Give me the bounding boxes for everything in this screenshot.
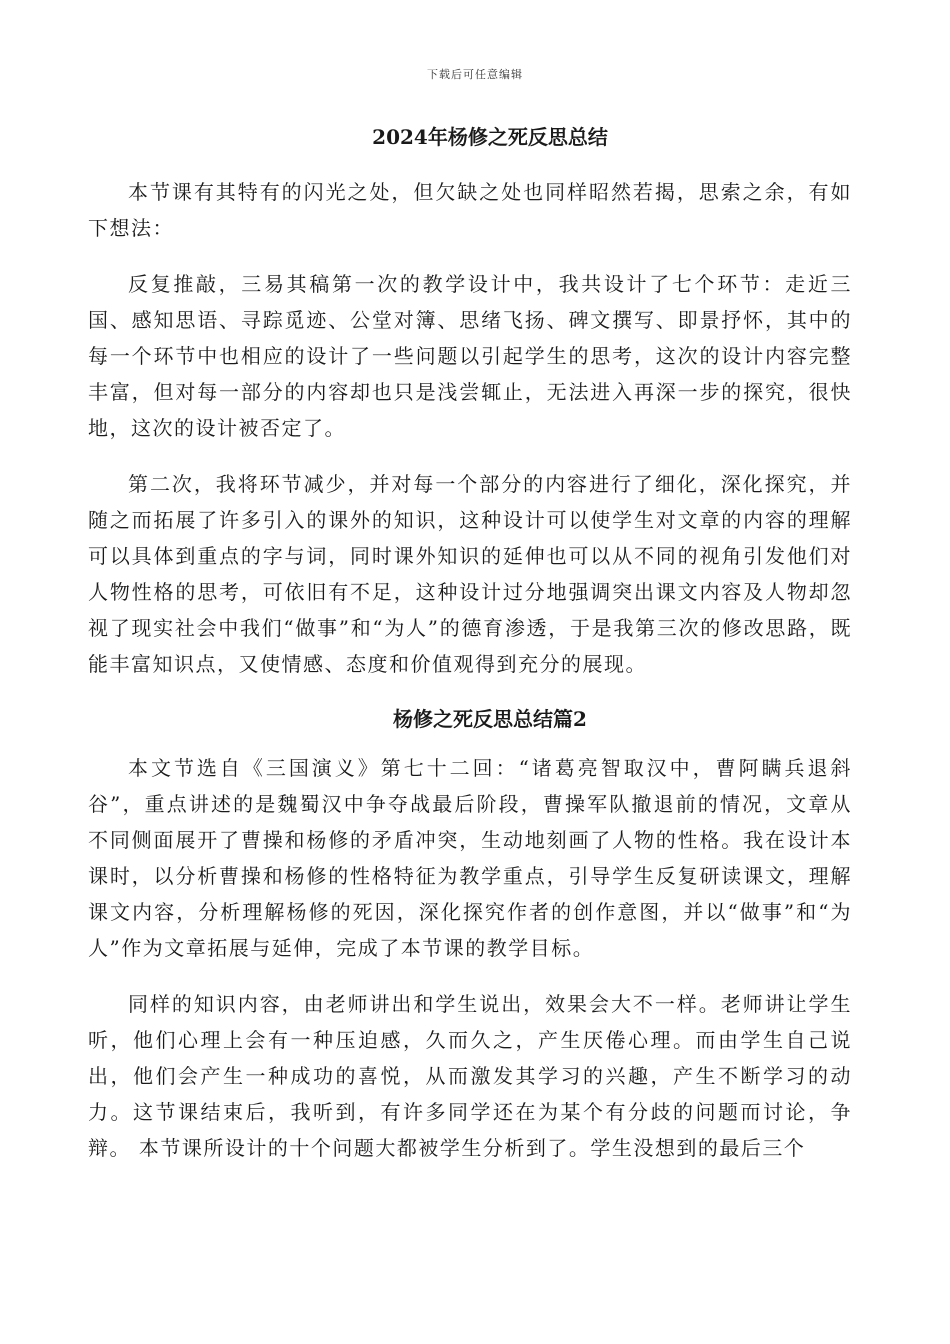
document-title: 2024年杨修之死反思总结 (372, 125, 608, 149)
header-note: 下载后可任意编辑 (427, 68, 523, 81)
paragraph-second-design: 第二次，我将环节减少，并对每一个部分的内容进行了细化，深化探究，并随之而拓展了许多引入的课外的知识，这种设计可以使学生对文章的内容的理解可以具体到重点的字与词，同时课外知识的延伸也可以从不同的视角引发他们对人物性格的思考，可依旧有不足，这种设计过分地强调突出课文内容及人物却忽视了现实社会中我们“做事”和“为人”的德育渗透，于是我第三次的修改思路，既能丰富知识点，又使情感、态度和价值观得到充分的展现。 (88, 472, 852, 676)
paragraph-text-source: 本文节选自《三国演义》第七十二回：“诸葛亮智取汉中，曹阿瞒兵退斜谷”，重点讲述的是魏蜀汉中争夺战最后阶段，曹操军队撤退前的情况，文章从不同侧面展开了曹操和杨修的矛盾冲突，生动地刻画了人物的性格。我在设计本课时，以分析曹操和杨修的性格特征为教学重点，引导学生反复研读课文，理解课文内容，分析理解杨修的死因，深化探究作者的创作意图，并以“做事”和“为人”作为文章拓展与延伸，完成了本节课的教学目标。 (88, 756, 852, 960)
paragraph-intro: 本节课有其特有的闪光之处，但欠缺之处也同样昭然若揭，思索之余，有如下想法： (88, 180, 852, 240)
section-title: 杨修之死反思总结篇2 (393, 707, 587, 731)
paragraph-teaching-effect: 同样的知识内容，由老师讲出和学生说出，效果会大不一样。老师讲让学生听，他们心理上会有一种压迫感，久而久之，产生厌倦心理。而由学生自己说出，他们会产生一种成功的喜悦，从而激发其学习的兴趣，产生不断学习的动力。这节课结束后，我听到，有许多同学还在为某个有分歧的问题而讨论，争辩。 本节课所设计的十个问题大都被学生分析到了。学生没想到的最后三个 (88, 992, 852, 1160)
document-body (88, 120, 852, 1186)
paragraph-first-design: 反复推敲，三易其稿第一次的教学设计中，我共设计了七个环节：走近三国、感知思语、寻踪觅迹、公堂对簿、思绪飞扬、碑文撰写、即景抒怀，其中的每一个环节中也相应的设计了一些问题以引起学生的思考，这次的设计内容完整丰富，但对每一部分的内容却也只是浅尝辄止，无法进入再深一步的探究，很快地，这次的设计被否定了。 (88, 272, 852, 440)
